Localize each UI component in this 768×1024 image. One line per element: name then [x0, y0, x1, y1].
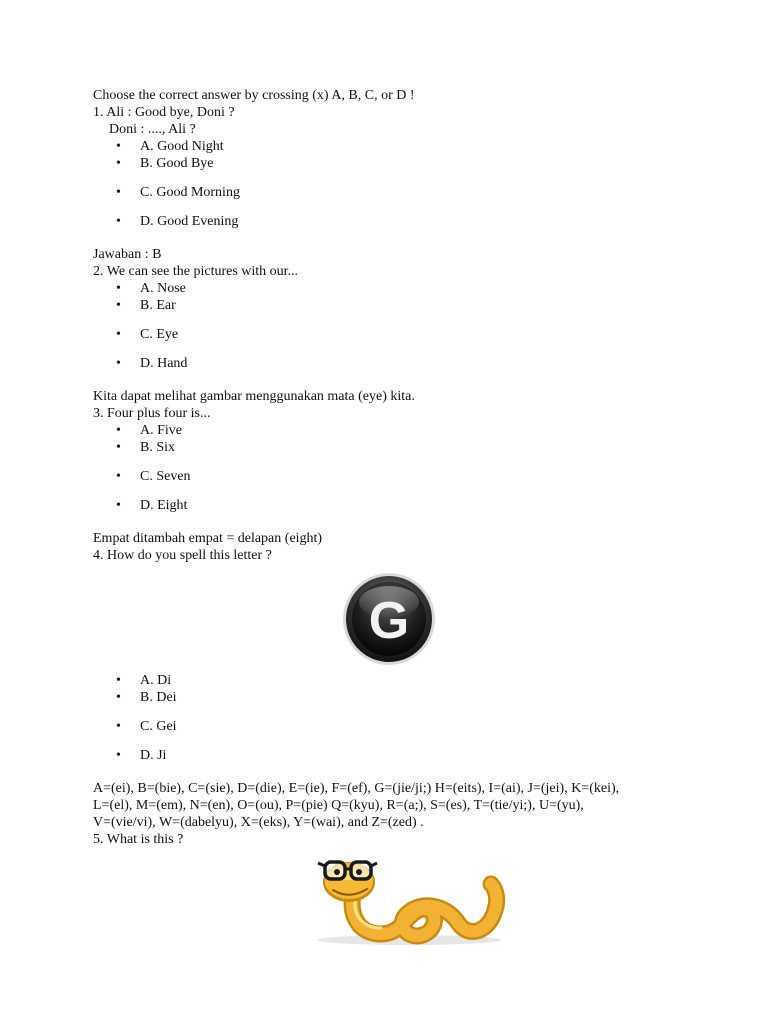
question-4-answer: [93, 780, 713, 831]
question-1-options: [93, 138, 713, 230]
bullet-icon: •: [116, 748, 121, 763]
question-2-answer: Kita dapat melihat gambar menggunakan mata (eye) kita.: [93, 389, 415, 404]
snake-picture: [93, 854, 713, 946]
option-d[interactable]: • D. Good Evening: [116, 214, 239, 229]
bullet-icon: •: [116, 327, 121, 342]
question-2-options: [93, 280, 713, 372]
bullet-icon: •: [116, 673, 121, 688]
option-a[interactable]: • A. Di: [116, 673, 172, 688]
option-b[interactable]: • B. Ear: [116, 298, 176, 313]
question-1: 1. Ali : Good bye, Doni ?: [93, 105, 235, 120]
instruction-text: Choose the correct answer by crossing (x) A, B, C, or D !: [93, 88, 415, 103]
bullet-icon: •: [116, 356, 121, 371]
option-a[interactable]: • A. Five: [116, 423, 182, 438]
bullet-icon: •: [116, 214, 121, 229]
bullet-icon: •: [116, 156, 121, 171]
option-b[interactable]: • B. Six: [116, 440, 176, 455]
letter-g-icon: [341, 572, 437, 666]
bullet-icon: •: [116, 498, 121, 513]
question-4-options: [93, 672, 713, 764]
option-d[interactable]: • D. Eight: [116, 498, 188, 513]
bullet-icon: •: [116, 719, 121, 734]
question-4: 4. How do you spell this letter ?: [93, 548, 272, 563]
question-3: 3. Four plus four is...: [93, 406, 211, 421]
bullet-icon: •: [116, 281, 121, 296]
bullet-icon: •: [116, 423, 121, 438]
option-c[interactable]: • C. Seven: [116, 469, 191, 484]
worksheet: [93, 87, 713, 946]
option-a[interactable]: • A. Nose: [116, 281, 186, 296]
letter-logo: [93, 572, 713, 666]
question-5: 5. What is this ?: [93, 832, 184, 847]
question-1-answer: Jawaban : B: [93, 247, 162, 262]
question-3-answer: Empat ditambah empat = delapan (eight): [93, 531, 323, 546]
option-c[interactable]: • C. Gei: [116, 719, 177, 734]
option-c[interactable]: • C. Eye: [116, 327, 179, 342]
bullet-icon: •: [116, 469, 121, 484]
option-b[interactable]: • B. Dei: [116, 690, 177, 705]
question-3-options: [93, 422, 713, 514]
bullet-icon: •: [116, 690, 121, 705]
option-d[interactable]: • D. Hand: [116, 356, 188, 371]
option-a[interactable]: • A. Good Night: [116, 139, 224, 154]
bullet-icon: •: [116, 185, 121, 200]
alphabet-line-2: L=(el), M=(em), N=(en), O=(ou), P=(pie) Q=(kyu), R=(a;), S=(es), T=(tie/yi;), U=(yu),: [93, 798, 584, 813]
bullet-icon: •: [116, 139, 121, 154]
snake-with-glasses-icon: [309, 854, 509, 946]
bullet-icon: •: [116, 298, 121, 313]
option-d[interactable]: • D. Ji: [116, 748, 167, 763]
alphabet-line-1: A=(ei), B=(bie), C=(sie), D=(die), E=(ie), F=(ef), G=(jie/ji;) H=(eits), I=(ai), J=(jei), K=(kei),: [93, 781, 620, 796]
option-b[interactable]: • B. Good Bye: [116, 156, 214, 171]
question-1-response: Doni : ...., Ali ?: [109, 122, 196, 137]
svg-text:G: G: [368, 592, 410, 650]
alphabet-line-3: V=(vie/vi), W=(dabelyu), X=(eks), Y=(wai), and Z=(zed) .: [93, 815, 424, 830]
question-2: 2. We can see the pictures with our...: [93, 264, 299, 279]
bullet-icon: •: [116, 440, 121, 455]
option-c[interactable]: • C. Good Morning: [116, 185, 240, 200]
